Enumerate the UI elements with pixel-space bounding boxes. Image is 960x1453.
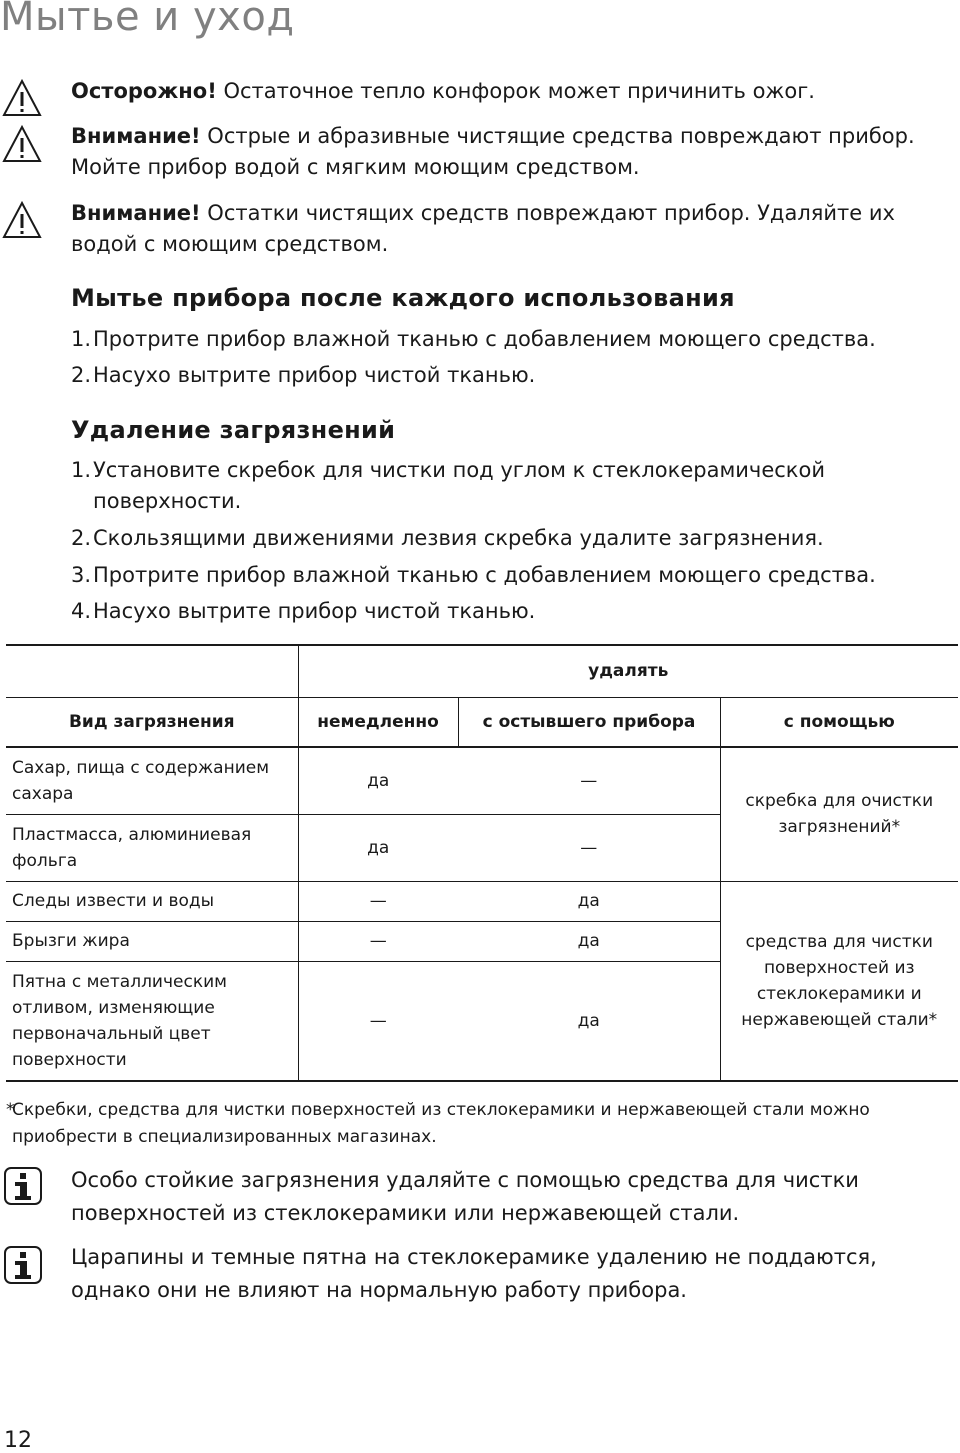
warning-label: Осторожно! — [71, 79, 217, 103]
step-number: 2. — [71, 526, 92, 550]
warning-label: Внимание! — [71, 124, 201, 148]
info-note: Царапины и темные пятна на стеклокерамике удалению не поддаются, однако они не влияют на нормальную работу прибора. — [71, 1245, 877, 1302]
warning-label: Внимание! — [71, 201, 201, 225]
table-cell: да — [577, 1010, 600, 1031]
footnote-star: * — [6, 1100, 15, 1120]
step-number: 3. — [71, 563, 92, 587]
table-corner-cell — [6, 645, 298, 697]
table-group-header: удалять — [298, 645, 958, 697]
list-item — [71, 324, 931, 355]
table-row — [6, 747, 958, 814]
step-text: Скользящими движениями лезвия скребка удалите загрязнения. — [93, 526, 824, 550]
table-cell-tool: средства для чистки поверхностей из стеклокерамики и нержавеющей стали* — [720, 881, 958, 1081]
step-text: Насухо вытрите прибор чистой тканью. — [93, 599, 536, 623]
table-cell: — — [298, 921, 458, 961]
table-header: немедленно — [298, 697, 458, 747]
info-icon — [3, 1245, 43, 1285]
warning-text: Острые и абразивные чистящие средства повреждают прибор. Мойте прибор водой с мягким моющим средством. — [71, 124, 915, 179]
info-icon — [3, 1166, 43, 1206]
step-text: Насухо вытрите прибор чистой тканью. — [93, 363, 536, 387]
table-cell-tool: скребка для очистки загрязнений* — [720, 747, 958, 881]
table-cell: да — [298, 747, 458, 814]
step-number: 1. — [71, 458, 92, 482]
table-cell: Пластмасса, алюминиевая фольга — [12, 824, 252, 871]
warning-text: Остатки чистящих средств повреждают прибор. Удаляйте их водой с моющим средством. — [71, 201, 895, 256]
table-cell: Сахар, пища с содержанием сахара — [12, 757, 270, 804]
warning-triangle-icon — [2, 124, 42, 164]
warning-residue — [71, 198, 951, 260]
step-number: 4. — [71, 599, 92, 623]
warning-triangle-icon — [2, 78, 42, 118]
info-note: Особо стойкие загрязнения удаляйте с помощью средства для чистки поверхностей из стеклокерамики или нержавеющей стали. — [71, 1168, 859, 1225]
table-cell: — — [580, 837, 598, 858]
table-header: с остывшего прибора — [458, 697, 720, 747]
list-item — [71, 360, 931, 391]
table-cell: Брызги жира — [12, 931, 130, 951]
table-cell: — — [298, 881, 458, 921]
table-cell: Следы извести и воды — [12, 891, 215, 911]
table-cell: — — [580, 770, 598, 791]
step-number: 1. — [71, 327, 92, 351]
step-text: Установите скребок для чистки под углом к стеклокерамической поверхности. — [93, 458, 825, 513]
warning-abrasive — [71, 121, 951, 183]
page-number: 12 — [4, 1428, 32, 1453]
list-item — [71, 560, 931, 591]
table-cell: Пятна с металлическим отливом, изменяющие первоначальный цвет поверхности — [12, 971, 227, 1070]
table-cell: — — [298, 961, 458, 1081]
page-title: Мытье и уход — [0, 0, 295, 40]
table-cell: да — [298, 814, 458, 881]
warning-triangle-icon — [2, 200, 42, 240]
warning-burn — [71, 76, 951, 107]
list-item — [71, 523, 931, 554]
footnote — [6, 1097, 946, 1151]
step-number: 2. — [71, 363, 92, 387]
cleaning-table — [6, 644, 958, 1082]
warning-text: Остаточное тепло конфорок может причинить ожог. — [216, 79, 815, 103]
step-text: Протрите прибор влажной тканью с добавлением моющего средства. — [93, 563, 876, 587]
section-heading-daily-cleaning: Мытье прибора после каждого использования — [71, 284, 735, 312]
table-cell: да — [577, 931, 600, 951]
table-row — [6, 881, 958, 921]
list-item — [71, 455, 931, 517]
step-text: Протрите прибор влажной тканью с добавлением моющего средства. — [93, 327, 876, 351]
table-header: с помощью — [720, 697, 958, 747]
section-heading-remove-dirt: Удаление загрязнений — [71, 416, 396, 444]
footnote-text: Скребки, средства для чистки поверхностей из стеклокерамики и нержавеющей стали можно приобрести в специализированных магазинах. — [12, 1100, 870, 1147]
list-item — [71, 596, 931, 627]
table-cell: да — [577, 891, 600, 911]
table-header: Вид загрязнения — [68, 711, 235, 732]
